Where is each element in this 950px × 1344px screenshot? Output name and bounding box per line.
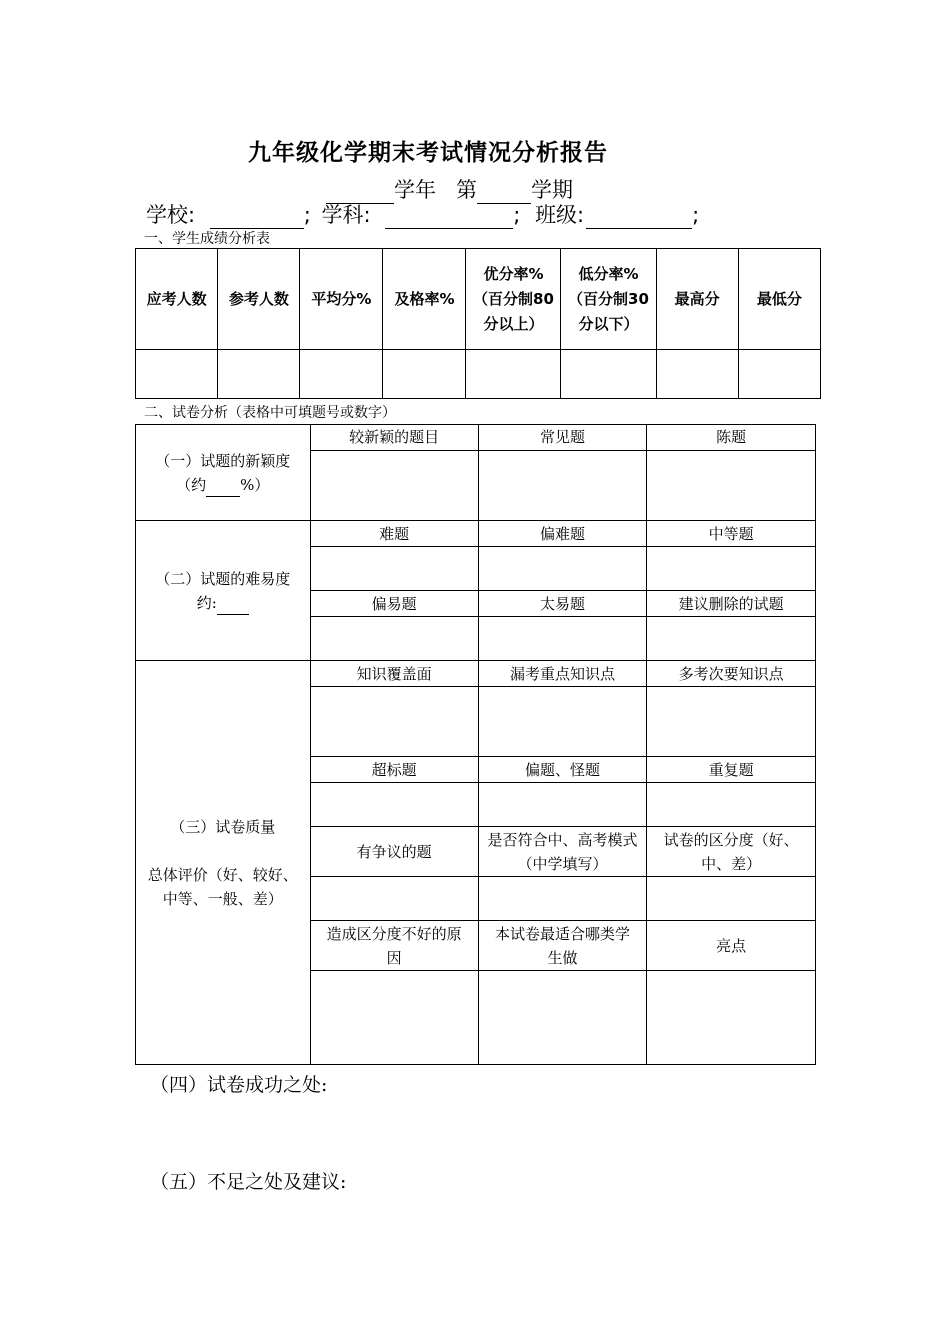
cell-participants[interactable] — [218, 350, 300, 399]
term-label: 学期 — [531, 178, 574, 202]
quality-coverage-cell[interactable] — [310, 687, 478, 757]
cell-max[interactable] — [656, 350, 738, 399]
section1-heading: 一、学生成绩分析表 — [144, 231, 270, 247]
quality-exam-mode: 是否符合中、高考模式（中学填写） — [478, 827, 646, 877]
part4-heading: （四）试卷成功之处: — [150, 1074, 328, 1096]
novelty-label: （一）试题的新颖度 （约 %） — [136, 425, 311, 521]
difficulty-too-easy: 太易题 — [478, 591, 646, 617]
class-label: 班级: — [535, 203, 585, 227]
difficulty-hard-cell[interactable] — [310, 547, 478, 591]
difficulty-medium: 中等题 — [647, 521, 816, 547]
sep-3: ; — [692, 203, 700, 227]
sep-1: ; — [303, 203, 311, 227]
header-max: 最高分 — [656, 249, 738, 350]
novelty-col-new: 较新颖的题目 — [310, 425, 478, 451]
paper-analysis-table — [135, 424, 816, 1065]
sep-2: ; — [513, 203, 521, 227]
quality-discrimination-cell[interactable] — [647, 877, 816, 921]
score-table — [135, 248, 821, 399]
difficulty-rather-hard-cell[interactable] — [478, 547, 646, 591]
novelty-cell-old[interactable] — [647, 451, 816, 521]
quality-discrimination: 试卷的区分度（好、中、差） — [647, 827, 816, 877]
quality-missed-key: 漏考重点知识点 — [478, 661, 646, 687]
difficulty-suggest-delete: 建议删除的试题 — [647, 591, 816, 617]
difficulty-too-easy-cell[interactable] — [478, 617, 646, 661]
quality-missed-key-cell[interactable] — [478, 687, 646, 757]
novelty-cell-common[interactable] — [478, 451, 646, 521]
header-pass-rate: 及格率% — [383, 249, 466, 350]
page-title: 九年级化学期末考试情况分析报告 — [248, 140, 608, 166]
cell-excellent-rate[interactable] — [466, 350, 561, 399]
quality-repeated-cell[interactable] — [647, 783, 816, 827]
quality-extra-minor-cell[interactable] — [647, 687, 816, 757]
cell-pass-rate[interactable] — [383, 350, 466, 399]
difficulty-label: （二）试题的难易度 约: — [136, 521, 311, 661]
header-average: 平均分% — [300, 249, 383, 350]
header-low-rate: 低分率%（百分制30分以下） — [561, 249, 656, 350]
header-min: 最低分 — [738, 249, 820, 350]
school-label: 学校: — [146, 203, 196, 227]
school-blank[interactable] — [210, 206, 304, 229]
difficulty-hard: 难题 — [310, 521, 478, 547]
difficulty-suggest-delete-cell[interactable] — [647, 617, 816, 661]
quality-poor-discrimination-reason: 造成区分度不好的原因 — [310, 921, 478, 971]
cell-low-rate[interactable] — [561, 350, 656, 399]
info-line — [146, 199, 699, 229]
quality-disputed-cell[interactable] — [310, 877, 478, 921]
cell-expected[interactable] — [136, 350, 218, 399]
part5-heading: （五）不足之处及建议: — [150, 1171, 347, 1193]
quality-best-for-students-cell[interactable] — [478, 971, 646, 1065]
novelty-col-common: 常见题 — [478, 425, 646, 451]
quality-highlights: 亮点 — [647, 921, 816, 971]
subject-label: 学科: — [321, 203, 371, 227]
class-blank[interactable] — [586, 206, 692, 229]
quality-label: （三）试卷质量 总体评价（好、较好、中等、一般、差） — [136, 661, 311, 1065]
quality-odd-questions: 偏题、怪题 — [478, 757, 646, 783]
quality-poor-discrimination-reason-cell[interactable] — [310, 971, 478, 1065]
difficulty-rather-easy-cell[interactable] — [310, 617, 478, 661]
section2-heading: 二、试卷分析（表格中可填题号或数字） — [144, 405, 396, 421]
cell-min[interactable] — [738, 350, 820, 399]
difficulty-rather-easy: 偏易题 — [310, 591, 478, 617]
difficulty-rather-hard: 偏难题 — [478, 521, 646, 547]
header-expected: 应考人数 — [136, 249, 218, 350]
quality-beyond-standard-cell[interactable] — [310, 783, 478, 827]
subject-blank[interactable] — [385, 206, 513, 229]
novelty-col-old: 陈题 — [647, 425, 816, 451]
quality-odd-questions-cell[interactable] — [478, 783, 646, 827]
header-participants: 参考人数 — [218, 249, 300, 350]
term-prefix: 第 — [456, 178, 478, 202]
header-excellent-rate: 优分率%（百分制80分以上） — [466, 249, 561, 350]
quality-highlights-cell[interactable] — [647, 971, 816, 1065]
quality-exam-mode-cell[interactable] — [478, 877, 646, 921]
quality-beyond-standard: 超标题 — [310, 757, 478, 783]
novelty-cell-new[interactable] — [310, 451, 478, 521]
cell-average[interactable] — [300, 350, 383, 399]
quality-coverage: 知识覆盖面 — [310, 661, 478, 687]
difficulty-medium-cell[interactable] — [647, 547, 816, 591]
quality-repeated: 重复题 — [647, 757, 816, 783]
quality-disputed: 有争议的题 — [310, 827, 478, 877]
year-label: 学年 — [394, 178, 436, 202]
quality-extra-minor: 多考次要知识点 — [647, 661, 816, 687]
quality-best-for-students: 本试卷最适合哪类学生做 — [478, 921, 646, 971]
